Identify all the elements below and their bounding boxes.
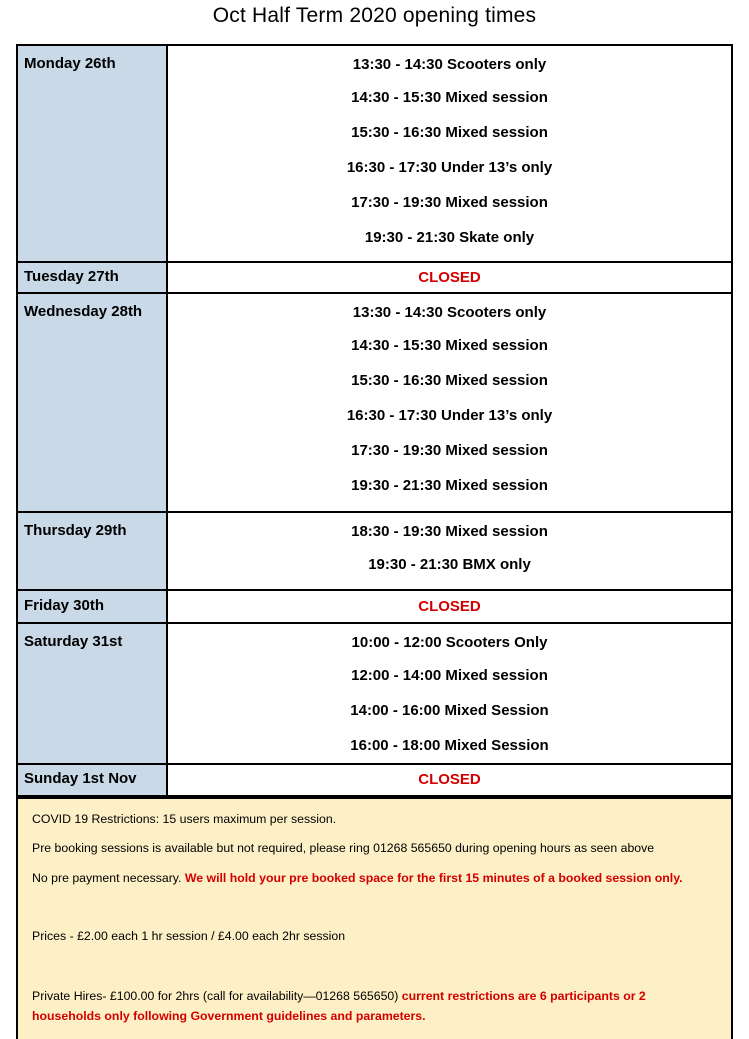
table-row (17, 293, 732, 512)
info-notes-box (16, 797, 733, 1039)
session-slot: 14:30 - 15:30 Mixed session (351, 337, 548, 354)
table-row (17, 623, 732, 764)
session-slot: 15:30 - 16:30 Mixed session (351, 372, 548, 389)
prebooking-note: Pre booking sessions is available but not required, please ring 01268 565650 during opening hours as seen above (32, 841, 655, 855)
session-slot: 14:30 - 15:30 Mixed session (351, 89, 548, 106)
table-row (17, 764, 732, 796)
page-title: Oct Half Term 2020 opening times (212, 4, 537, 27)
slots-cell (167, 590, 732, 623)
day-label: Friday 30th (17, 590, 167, 623)
slots-cell (167, 764, 732, 796)
prices-note: Prices - £2.00 each 1 hr session / £4.00 each 2hr session (32, 929, 346, 943)
prepayment-text: No pre payment necessary. (32, 871, 185, 885)
session-slot: 19:30 - 21:30 BMX only (368, 556, 531, 573)
slots-cell (167, 512, 732, 590)
slots-cell (167, 293, 732, 512)
session-slot: 18:30 - 19:30 Mixed session (351, 523, 548, 540)
slots-cell (167, 623, 732, 764)
session-slot: 13:30 - 14:30 Scooters only (352, 304, 547, 321)
slots-cell (167, 45, 732, 262)
private-hires-warning: current restrictions are 6 participants or 2 (401, 989, 646, 1003)
day-label: Tuesday 27th (17, 262, 167, 293)
table-row (17, 512, 732, 590)
session-slot: 16:00 - 18:00 Mixed Session (350, 737, 549, 754)
session-slot: 10:00 - 12:00 Scooters Only (351, 634, 548, 651)
day-label: Sunday 1st Nov (17, 764, 167, 796)
table-row (17, 45, 732, 262)
day-label: Wednesday 28th (17, 293, 167, 512)
session-slot: 12:00 - 14:00 Mixed session (351, 667, 548, 684)
private-hires-warning-2: households only following Government guidelines and parameters. (32, 1009, 426, 1023)
session-slot: 17:30 - 19:30 Mixed session (351, 442, 548, 459)
session-slot: 16:30 - 17:30 Under 13’s only (346, 407, 553, 424)
closed-label: CLOSED (418, 269, 481, 286)
table-row (17, 262, 732, 293)
covid-note: COVID 19 Restrictions: 15 users maximum per session. (32, 812, 337, 826)
table-row (17, 590, 732, 623)
private-hires-note (32, 989, 646, 1003)
prepayment-warning: We will hold your pre booked space for the first 15 minutes of a booked session only. (184, 871, 683, 885)
session-slot: 19:30 - 21:30 Skate only (364, 229, 535, 246)
session-slot: 19:30 - 21:30 Mixed session (351, 477, 548, 494)
closed-label: CLOSED (418, 598, 481, 615)
session-slot: 13:30 - 14:30 Scooters only (352, 56, 547, 73)
slots-cell (167, 262, 732, 293)
day-label: Saturday 31st (17, 623, 167, 764)
session-slot: 16:30 - 17:30 Under 13’s only (346, 159, 553, 176)
opening-times-table (16, 44, 733, 797)
closed-label: CLOSED (418, 771, 481, 788)
prepayment-note (32, 871, 683, 885)
session-slot: 14:00 - 16:00 Mixed Session (350, 702, 549, 719)
day-label: Thursday 29th (17, 512, 167, 590)
day-label: Monday 26th (17, 45, 167, 262)
session-slot: 15:30 - 16:30 Mixed session (351, 124, 548, 141)
private-hires-text: Private Hires- £100.00 for 2hrs (call for availability—01268 565650) (32, 989, 402, 1003)
session-slot: 17:30 - 19:30 Mixed session (351, 194, 548, 211)
